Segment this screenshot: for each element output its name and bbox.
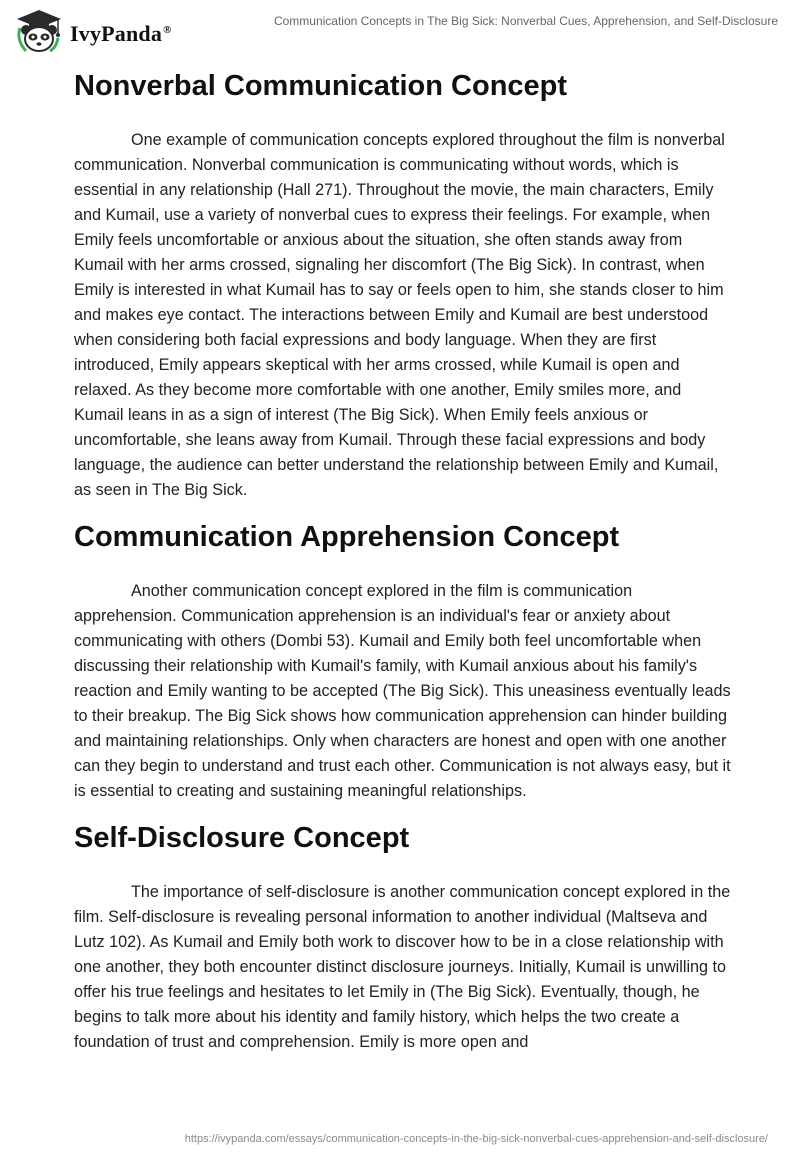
section-heading: Communication Apprehension Concept xyxy=(74,521,620,553)
registered-mark: ® xyxy=(163,23,172,36)
ivypanda-logo[interactable] xyxy=(14,8,172,54)
section-self-disclosure xyxy=(74,820,734,1055)
essay-content xyxy=(74,68,734,1071)
document-title: Communication Concepts in The Big Sick: Nonverbal Cues, Apprehension, and Self-Disclosure xyxy=(273,14,778,28)
section-heading: Nonverbal Communication Concept xyxy=(74,70,568,102)
brand-name: IvyPanda® xyxy=(70,21,172,46)
section-nonverbal xyxy=(74,68,734,503)
page-header xyxy=(0,0,800,60)
section-heading: Self-Disclosure Concept xyxy=(74,822,410,854)
source-url-link[interactable]: https://ivypanda.com/essays/communication-concepts-in-the-big-sick-nonverbal-cues-apprehension-and-self-disclosure/ xyxy=(184,1133,768,1145)
section-paragraph: The importance of self-disclosure is another communication concept explored in the film. Self-disclosure is revealing personal information to another individual (Maltseva and Lutz 102). As Kumail and Emily both work to discover how to be in a close relationship with one another, they both encounter distinct disclosure journeys. Initially, Kumail is unwilling to offer his true feelings and hesitates to let Emily in (The Big Sick). Eventually, though, he begins to talk more about his identity and family history, which helps the two create a foundation of trust and comprehension. Emily is more open and xyxy=(74,883,731,1051)
section-apprehension xyxy=(74,519,734,804)
section-paragraph: One example of communication concepts explored throughout the film is nonverbal communication. Nonverbal communication is communicating without words, which is essential in any relationship (Hall 271). Throughout the movie, the main characters, Emily and Kumail, use a variety of nonverbal cues to express their feelings. For example, when Emily feels uncomfortable or anxious about the situation, she often stands away from Kumail with her arms crossed, signaling her discomfort (The Big Sick). In contrast, when Emily is interested in what Kumail has to say or feels open to him, she stands closer to him and makes eye contact. The interactions between Emily and Kumail are best understood when considering both facial expressions and body language. When they are first introduced, Emily appears skeptical with her arms crossed, while Kumail is open and relaxed. As they become more comfortable with one another, Emily smiles more, and Kumail leans in as a sign of interest (The Big Sick). When Emily feels anxious or uncomfortable, she leans away from Kumail. Through these facial expressions and body language, the audience can better understand the relationship between Emily and Kumail, as seen in The Big Sick. xyxy=(74,131,725,499)
section-paragraph: Another communication concept explored in the film is communication apprehension. Communication apprehension is an individual's fear or anxiety about communicating with others (Dombi 53). Kumail and Emily both feel uncomfortable when discussing their relationship with Kumail's family, with Kumail anxious about his family's reaction and Emily wanting to be accepted (The Big Sick). This uneasiness eventually leads to their breakup. The Big Sick shows how communication apprehension can hinder building and maintaining relationships. Only when characters are honest and open with one another can they begin to understand and trust each other. Communication is not always easy, but it is essential to creating and sustaining meaningful relationships. xyxy=(74,582,731,800)
panda-graduate-icon xyxy=(14,8,64,54)
